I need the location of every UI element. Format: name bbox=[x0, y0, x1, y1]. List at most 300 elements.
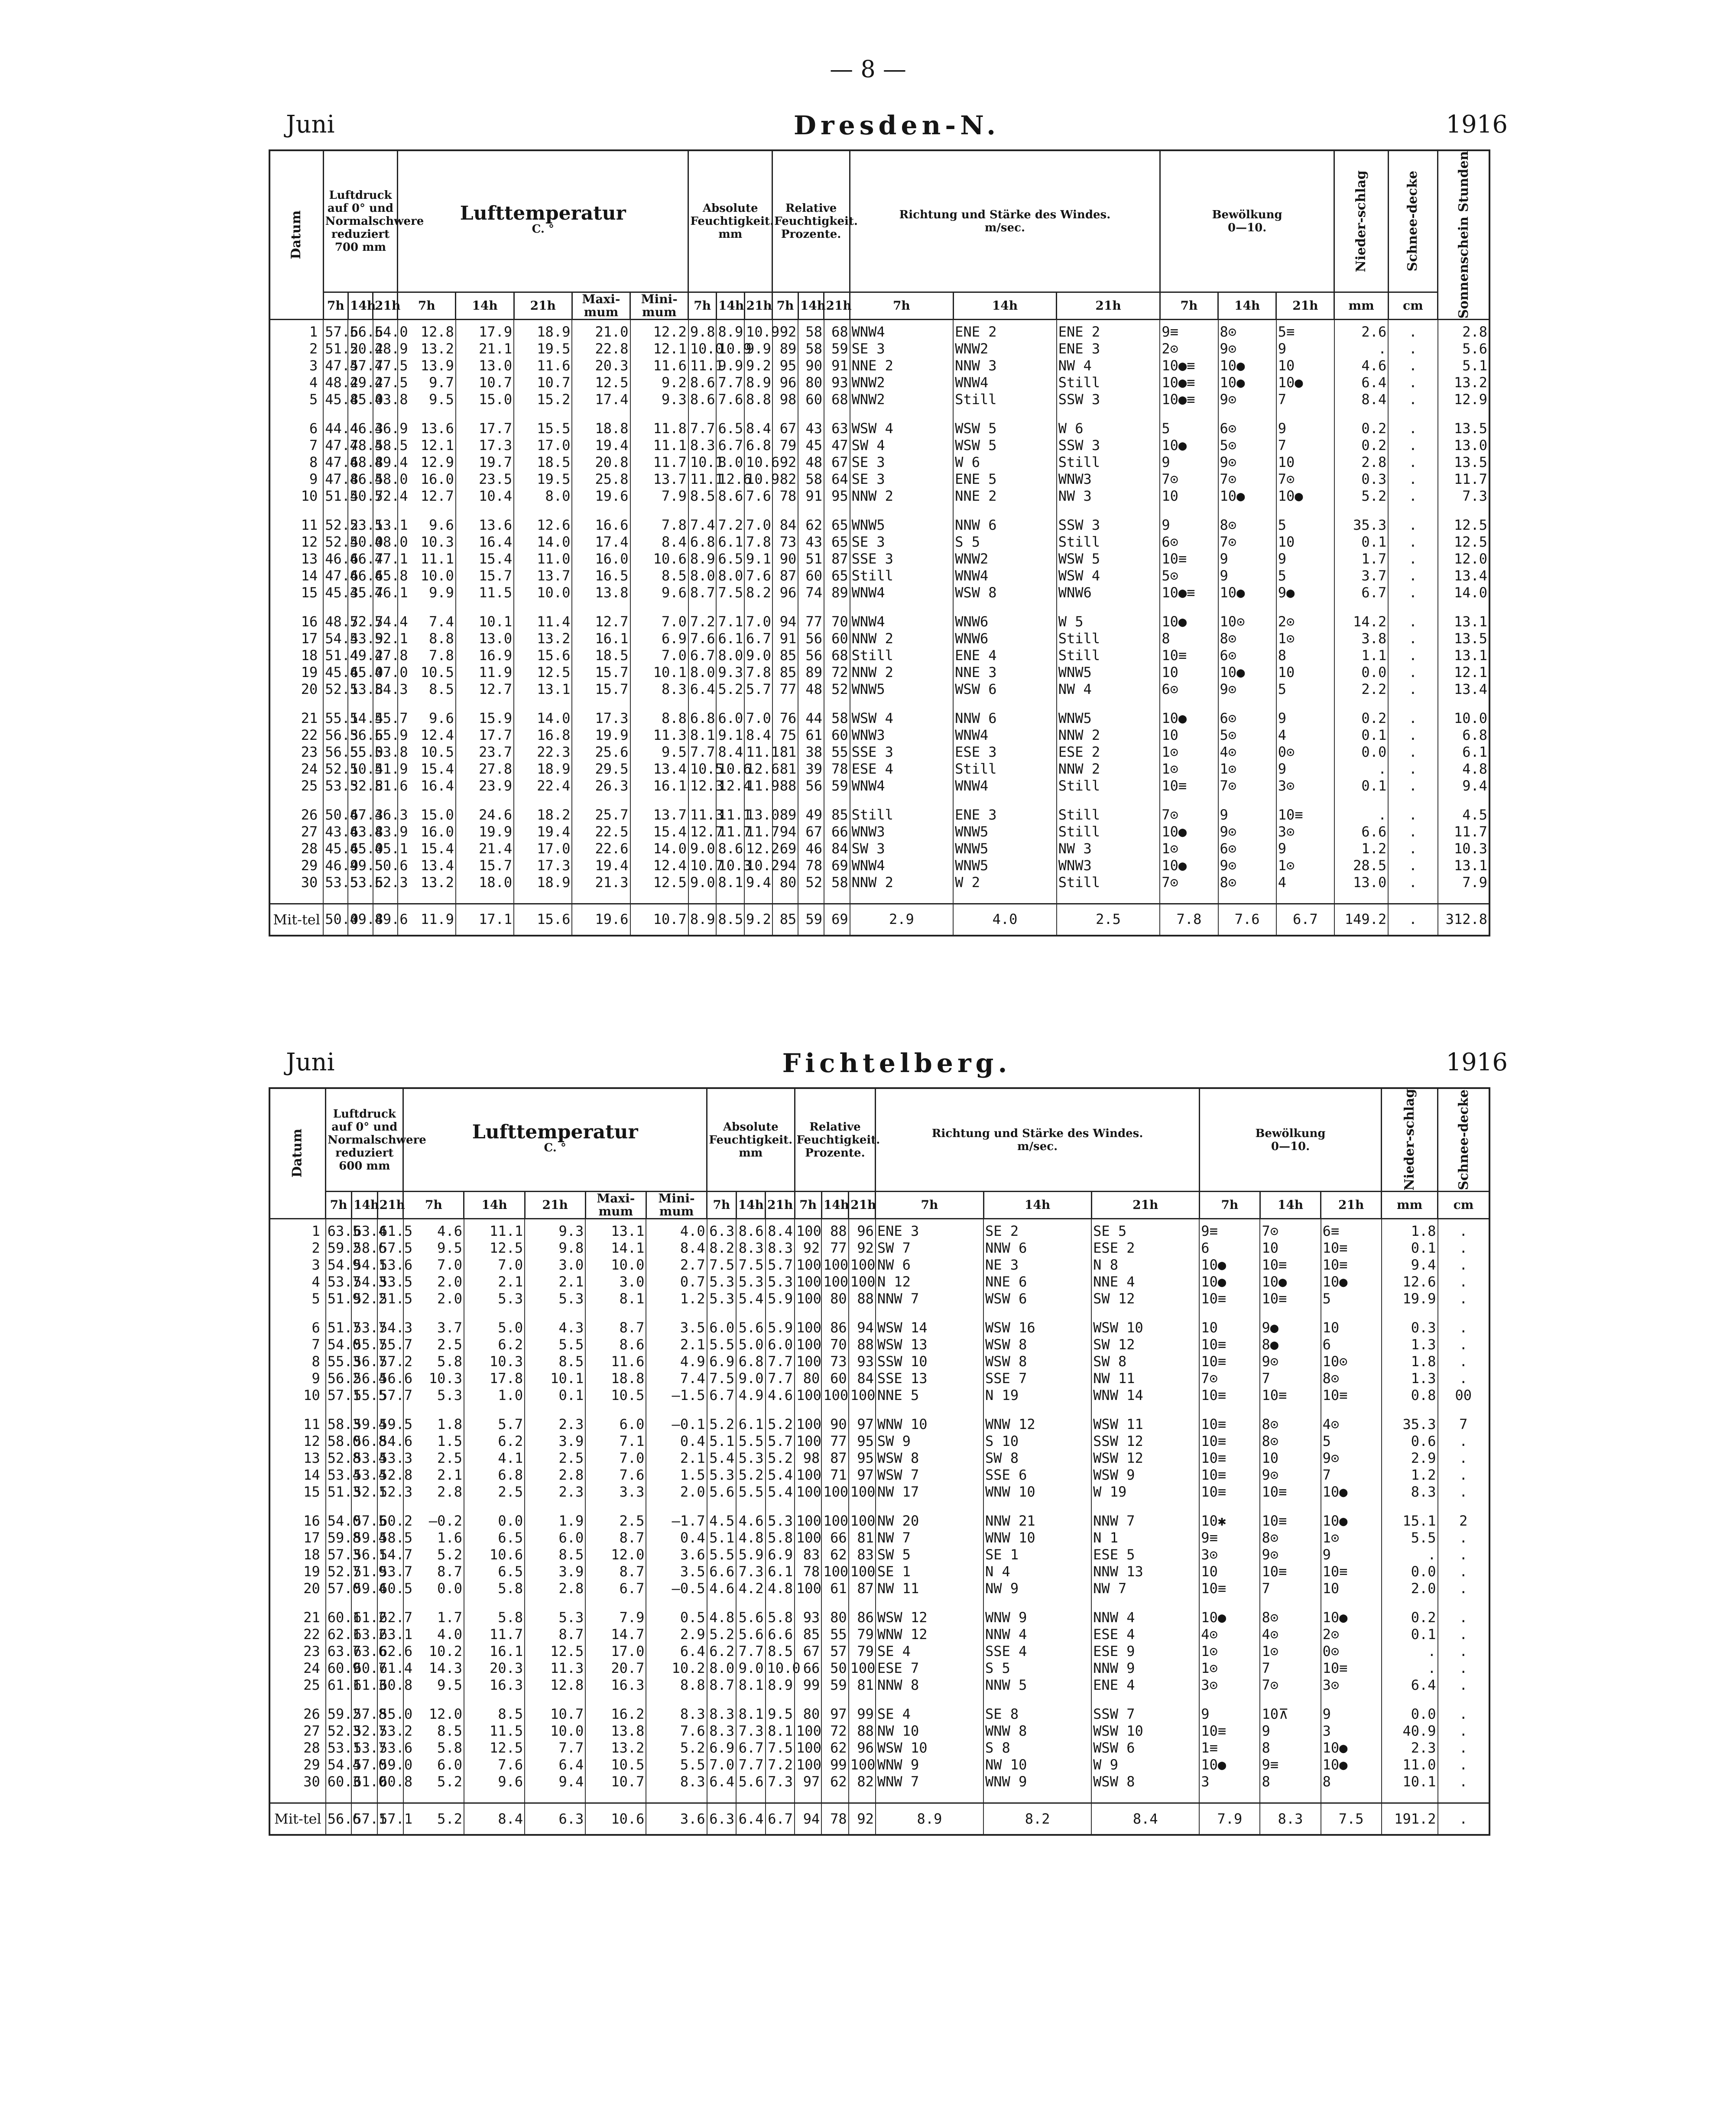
table-row bbox=[269, 630, 1489, 647]
cell: 13.6 bbox=[398, 420, 456, 437]
pressure-14h-header: 14h bbox=[348, 292, 373, 319]
cell: 61.3 bbox=[351, 1677, 377, 1694]
cell: ESE 9 bbox=[1091, 1643, 1199, 1660]
cell: 51.2 bbox=[323, 340, 348, 357]
cell: 5.3 bbox=[707, 1273, 736, 1290]
cell: 7.6 bbox=[744, 567, 772, 584]
cell: 5.8 bbox=[464, 1609, 525, 1626]
cell: 58 bbox=[824, 874, 850, 891]
cell: 53.8 bbox=[373, 744, 398, 761]
cell: 100 bbox=[821, 1257, 848, 1273]
cell: 9≡ bbox=[1260, 1756, 1321, 1773]
abs-humidity-unit: mm bbox=[739, 1146, 763, 1160]
cell: . bbox=[1438, 1336, 1490, 1353]
dresden-observation-table bbox=[269, 149, 1490, 936]
table-row bbox=[269, 1563, 1489, 1580]
cell: 0.0 bbox=[403, 1580, 464, 1597]
cell: 11.7 bbox=[1438, 823, 1489, 840]
cell: SSE 4 bbox=[983, 1643, 1091, 1660]
cell: 5.0 bbox=[464, 1319, 525, 1336]
cell: 9⊙ bbox=[1321, 1450, 1382, 1467]
cell: 96 bbox=[849, 1740, 876, 1756]
cell: 5.6 bbox=[1438, 340, 1489, 357]
cell: . bbox=[1388, 319, 1437, 340]
cell: 10● bbox=[1199, 1273, 1260, 1290]
cell: 1.7 bbox=[403, 1609, 464, 1626]
cell: 7.7 bbox=[688, 420, 717, 437]
cell: 9.6 bbox=[398, 710, 456, 727]
cell: SW 8 bbox=[1091, 1353, 1199, 1370]
cell: 5.2 bbox=[403, 1546, 464, 1563]
cell: 43 bbox=[798, 534, 824, 551]
cell: 95 bbox=[772, 357, 798, 374]
cell: 8.6 bbox=[688, 391, 717, 408]
cell: WSW 8 bbox=[983, 1336, 1091, 1353]
cell: 2.9 bbox=[646, 1626, 707, 1643]
cell: 12.6 bbox=[1382, 1273, 1438, 1290]
cell: 61.1 bbox=[326, 1677, 352, 1694]
cell: 8.9 bbox=[766, 1677, 795, 1694]
cell: 52.2 bbox=[351, 1290, 377, 1307]
cell: 56.1 bbox=[351, 1546, 377, 1563]
cell: 9⊙ bbox=[1260, 1353, 1321, 1370]
cell: . bbox=[1388, 420, 1437, 437]
cell: 0.0 bbox=[1334, 744, 1388, 761]
cell: WNW6 bbox=[953, 630, 1057, 647]
cell: 61.4 bbox=[377, 1660, 403, 1677]
cell: 8.1 bbox=[736, 1677, 765, 1694]
cell: 8.5 bbox=[766, 1643, 795, 1660]
cell: 95 bbox=[849, 1450, 876, 1467]
cell: 8.2 bbox=[707, 1240, 736, 1257]
cell: WNW5 bbox=[850, 681, 954, 698]
cell: . bbox=[1388, 857, 1437, 874]
cell: 7.5 bbox=[707, 1257, 736, 1273]
cell: S 5 bbox=[983, 1660, 1091, 1677]
cell: 7⊙ bbox=[1276, 471, 1334, 488]
cell: 46.1 bbox=[373, 584, 398, 601]
cell: 15.4 bbox=[398, 761, 456, 778]
cell: 13.0 bbox=[1334, 874, 1388, 891]
cell: 53.4 bbox=[326, 1467, 352, 1484]
cell: SSW 12 bbox=[1091, 1433, 1199, 1450]
cell: NW 11 bbox=[1091, 1370, 1199, 1387]
cell: 10 bbox=[1276, 454, 1334, 471]
cell: 5.5 bbox=[736, 1484, 765, 1500]
cell: 9⊙ bbox=[1260, 1546, 1321, 1563]
cell: 6.9 bbox=[766, 1546, 795, 1563]
cell: 83 bbox=[795, 1546, 821, 1563]
cell: 5.2 bbox=[716, 681, 744, 698]
cell: 45.7 bbox=[348, 584, 373, 601]
cell: 7.5 bbox=[716, 584, 744, 601]
cell: 63.5 bbox=[326, 1219, 352, 1240]
cell: 12.9 bbox=[398, 454, 456, 471]
cell: 9 bbox=[1218, 551, 1276, 567]
cell: 73 bbox=[821, 1353, 848, 1370]
cell: 8.3 bbox=[646, 1706, 707, 1723]
cell: WSW 6 bbox=[983, 1290, 1091, 1307]
cell: 9.5 bbox=[403, 1677, 464, 1694]
cell: 5⊙ bbox=[1160, 567, 1218, 584]
cell: 10.7 bbox=[514, 374, 572, 391]
cell: WNW4 bbox=[850, 857, 954, 874]
cell: WSW 10 bbox=[1091, 1723, 1199, 1740]
temp-min-header: Mini-mum bbox=[646, 1192, 707, 1219]
cell: WSW 7 bbox=[876, 1467, 983, 1484]
cell: 10 bbox=[269, 488, 323, 505]
cell: 10≡ bbox=[1199, 1290, 1260, 1307]
cell: 3.0 bbox=[585, 1273, 646, 1290]
cell: 46.9 bbox=[373, 420, 398, 437]
cell: . bbox=[1438, 1240, 1490, 1257]
cell: 48.7 bbox=[323, 613, 348, 630]
table-row bbox=[269, 727, 1489, 744]
abs-humidity-header bbox=[707, 1088, 795, 1192]
cell: NNW 2 bbox=[850, 664, 954, 681]
cell: 16.4 bbox=[456, 534, 514, 551]
cell: 14 bbox=[269, 567, 323, 584]
cell: 22.5 bbox=[572, 823, 630, 840]
cell: 13.2 bbox=[585, 1740, 646, 1756]
cell: 5.4 bbox=[766, 1467, 795, 1484]
cell: 25.8 bbox=[572, 471, 630, 488]
cell: 7 bbox=[1260, 1370, 1321, 1387]
cell: 8.7 bbox=[403, 1563, 464, 1580]
cell: 8⊙ bbox=[1260, 1433, 1321, 1450]
cell: 9.7 bbox=[398, 374, 456, 391]
cell: 54.7 bbox=[377, 1546, 403, 1563]
cell: 8.6 bbox=[716, 840, 744, 857]
cell: WNW4 bbox=[953, 727, 1057, 744]
cell: 6.0 bbox=[716, 710, 744, 727]
cell: ESE 2 bbox=[1057, 744, 1160, 761]
cell: 16.1 bbox=[630, 778, 688, 794]
cell: . bbox=[1438, 1546, 1490, 1563]
cell: 3.3 bbox=[585, 1484, 646, 1500]
cell: 11.0 bbox=[514, 551, 572, 567]
cell: 11.6 bbox=[630, 357, 688, 374]
cell: 6.0 bbox=[766, 1336, 795, 1353]
cell: 7.2 bbox=[688, 613, 717, 630]
cell: 18 bbox=[269, 647, 323, 664]
cell: 63.4 bbox=[351, 1219, 377, 1240]
cell: 13.2 bbox=[398, 340, 456, 357]
cell: 11.1 bbox=[688, 357, 717, 374]
cell: 60.1 bbox=[326, 1609, 352, 1626]
cell: 0.1 bbox=[1334, 727, 1388, 744]
cell: 12.8 bbox=[525, 1677, 585, 1694]
cell: SW 3 bbox=[850, 840, 954, 857]
cell: . bbox=[1438, 1484, 1490, 1500]
cell: 13.1 bbox=[1438, 857, 1489, 874]
cell: 100 bbox=[795, 1580, 821, 1597]
cell: 1 bbox=[269, 1219, 326, 1240]
observation-table bbox=[269, 149, 1490, 936]
cell: 83 bbox=[849, 1546, 876, 1563]
wind-unit: m/sec. bbox=[1017, 1140, 1058, 1153]
mean-cell: 8.9 bbox=[876, 1803, 983, 1835]
cell: Still bbox=[953, 761, 1057, 778]
cell: 10 bbox=[1321, 1319, 1382, 1336]
cell: SSE 3 bbox=[850, 744, 954, 761]
temp-7h-header: 7h bbox=[398, 292, 456, 319]
cell: 7.0 bbox=[403, 1257, 464, 1273]
cell: 35.3 bbox=[1382, 1416, 1438, 1433]
cell: . bbox=[1388, 727, 1437, 744]
cell: 7⊙ bbox=[1160, 807, 1218, 823]
cell: WNW 10 bbox=[983, 1484, 1091, 1500]
abs-humidity-title: Absolute Feuchtigkeit. bbox=[690, 201, 774, 228]
cell: 23.7 bbox=[456, 744, 514, 761]
cell: 84 bbox=[772, 517, 798, 534]
cell: 85 bbox=[795, 1626, 821, 1643]
cell: 51.4 bbox=[323, 647, 348, 664]
cell: 6.2 bbox=[464, 1433, 525, 1450]
cell: 8.5 bbox=[398, 681, 456, 698]
cell: 46.3 bbox=[348, 420, 373, 437]
cell: 54.4 bbox=[373, 613, 398, 630]
cell: 10● bbox=[1160, 857, 1218, 874]
cell: 0.2 bbox=[1334, 420, 1388, 437]
cell: ENE 3 bbox=[953, 807, 1057, 823]
cell: . bbox=[1438, 1433, 1490, 1450]
cell: 54.3 bbox=[373, 681, 398, 698]
cell: 5.5 bbox=[707, 1336, 736, 1353]
cell: 8.4 bbox=[646, 1240, 707, 1257]
cell: 10 bbox=[1276, 534, 1334, 551]
cell: 82 bbox=[772, 471, 798, 488]
cell: 52.4 bbox=[323, 534, 348, 551]
cell: 11.7 bbox=[716, 823, 744, 840]
wind-header bbox=[850, 150, 1160, 292]
cell: 5 bbox=[1321, 1433, 1382, 1450]
cell: 8⊙ bbox=[1218, 517, 1276, 534]
cell: 8.5 bbox=[525, 1546, 585, 1563]
temp-21h-header: 21h bbox=[525, 1192, 585, 1219]
cell: 45.8 bbox=[323, 391, 348, 408]
cell: . bbox=[1388, 613, 1437, 630]
cell: 4.3 bbox=[525, 1319, 585, 1336]
cell: 48.9 bbox=[373, 340, 398, 357]
cell: 6.1 bbox=[716, 630, 744, 647]
cell: 9 bbox=[1218, 807, 1276, 823]
cell: 9⊙ bbox=[1218, 857, 1276, 874]
cell: S 10 bbox=[983, 1433, 1091, 1450]
cell: 45.0 bbox=[348, 840, 373, 857]
mean-cell: 49.8 bbox=[348, 904, 373, 936]
cell: 6.1 bbox=[736, 1416, 765, 1433]
cell: NNW 6 bbox=[983, 1240, 1091, 1257]
cell: 100 bbox=[795, 1513, 821, 1529]
cell: 5.6 bbox=[707, 1484, 736, 1500]
temp-max-header: Maxi-mum bbox=[572, 292, 630, 319]
cell: 10●≡ bbox=[1160, 584, 1218, 601]
cell: 10 bbox=[1260, 1450, 1321, 1467]
cell: 20.8 bbox=[572, 454, 630, 471]
cell: 2.0 bbox=[1382, 1580, 1438, 1597]
cell: WNW4 bbox=[953, 567, 1057, 584]
mean-cell: 19.6 bbox=[572, 904, 630, 936]
cell: 100 bbox=[795, 1529, 821, 1546]
cell: 39 bbox=[798, 761, 824, 778]
cell: SE 3 bbox=[850, 340, 954, 357]
cell: 7⊙ bbox=[1218, 471, 1276, 488]
page-number: — 8 — bbox=[830, 55, 906, 83]
cell: 1.5 bbox=[646, 1467, 707, 1484]
cell: 52 bbox=[824, 681, 850, 698]
cell: . bbox=[1388, 517, 1437, 534]
wind-unit: m/sec. bbox=[984, 221, 1025, 234]
cell: 10.0 bbox=[1438, 710, 1489, 727]
cell: 4 bbox=[1276, 874, 1334, 891]
cell: 8.6 bbox=[688, 374, 717, 391]
cell: 53.5 bbox=[377, 1273, 403, 1290]
mean-cell: 15.6 bbox=[514, 904, 572, 936]
datum-header: Datum bbox=[269, 1088, 326, 1219]
cell: 26.3 bbox=[572, 778, 630, 794]
cell: 7⊙ bbox=[1260, 1219, 1321, 1240]
cell: 1.1 bbox=[1334, 647, 1388, 664]
cell: 9 bbox=[1321, 1546, 1382, 1563]
mean-cell: 7.5 bbox=[1321, 1803, 1382, 1835]
cell: 12.1 bbox=[1438, 664, 1489, 681]
cell: 6 bbox=[1199, 1240, 1260, 1257]
cell: 63.6 bbox=[351, 1643, 377, 1660]
dresden-station-name: Dresden-N. bbox=[793, 110, 1000, 141]
mean-cell: 69 bbox=[824, 904, 850, 936]
cell: 5 bbox=[1321, 1290, 1382, 1307]
mean-cell: 5.2 bbox=[403, 1803, 464, 1835]
cell: NNW 21 bbox=[983, 1513, 1091, 1529]
cell: W 9 bbox=[1091, 1756, 1199, 1773]
cell: 5.6 bbox=[736, 1609, 765, 1626]
cell: 9.8 bbox=[688, 319, 717, 340]
cell: 10 bbox=[1260, 1240, 1321, 1257]
cell: 0.0 bbox=[1334, 664, 1388, 681]
cell: 11.7 bbox=[1438, 471, 1489, 488]
cell: 100 bbox=[849, 1257, 876, 1273]
cell: 2.8 bbox=[1334, 454, 1388, 471]
mean-cell: 312.8 bbox=[1438, 904, 1489, 936]
table-row bbox=[269, 1370, 1489, 1387]
cell: 100 bbox=[795, 1290, 821, 1307]
cell: 48 bbox=[798, 454, 824, 471]
cell: 1⊙ bbox=[1260, 1643, 1321, 1660]
cell: 87 bbox=[772, 567, 798, 584]
cell: WNW6 bbox=[1057, 584, 1160, 601]
cell: 84 bbox=[849, 1370, 876, 1387]
pressure-header bbox=[326, 1088, 426, 1192]
cell: WNW 9 bbox=[983, 1609, 1091, 1626]
cell: 10≡ bbox=[1260, 1257, 1321, 1273]
cell: 9 bbox=[1160, 454, 1218, 471]
cell: 2.0 bbox=[646, 1484, 707, 1500]
cell: 52.7 bbox=[326, 1563, 352, 1580]
cell: NW 4 bbox=[1057, 681, 1160, 698]
cell: 56.7 bbox=[351, 1353, 377, 1370]
cell: 18.2 bbox=[514, 807, 572, 823]
cell: 10.5 bbox=[398, 744, 456, 761]
cloud-title: Bewölkung bbox=[1212, 208, 1282, 221]
cell: 100 bbox=[849, 1513, 876, 1529]
cell: 35.3 bbox=[1334, 517, 1388, 534]
cell: 12.5 bbox=[630, 874, 688, 891]
cell: 65 bbox=[824, 534, 850, 551]
cell: 12.6 bbox=[716, 471, 744, 488]
cell: 7.0 bbox=[585, 1450, 646, 1467]
cell: . bbox=[1388, 807, 1437, 823]
cell: 65 bbox=[824, 567, 850, 584]
cell: 6.7 bbox=[1334, 584, 1388, 601]
cell: 10≡ bbox=[1321, 1240, 1382, 1257]
cell: 8⊙ bbox=[1218, 319, 1276, 340]
table-row bbox=[269, 807, 1489, 823]
cell: NNW 2 bbox=[850, 630, 954, 647]
cell: 13.8 bbox=[585, 1723, 646, 1740]
cell: . bbox=[1438, 1626, 1490, 1643]
cell: 6.9 bbox=[630, 630, 688, 647]
cell: 2 bbox=[269, 1240, 326, 1257]
cell: 17.9 bbox=[456, 319, 514, 340]
mean-cell: 8.9 bbox=[688, 904, 717, 936]
cell: SE 2 bbox=[983, 1219, 1091, 1240]
cell: 90 bbox=[821, 1416, 848, 1433]
cell: 5.2 bbox=[766, 1450, 795, 1467]
cell: 8.7 bbox=[585, 1319, 646, 1336]
cell: 77 bbox=[772, 681, 798, 698]
cell: 5 bbox=[269, 391, 323, 408]
wind-21h-header: 21h bbox=[1057, 292, 1160, 319]
cell: 56.5 bbox=[323, 744, 348, 761]
cell: 13 bbox=[269, 1450, 326, 1467]
cell: 21 bbox=[269, 1609, 326, 1626]
cell: 55.0 bbox=[377, 1706, 403, 1723]
cell: 47.8 bbox=[323, 471, 348, 488]
cell: 9 bbox=[1276, 420, 1334, 437]
cell: 7.7 bbox=[688, 744, 717, 761]
cell: ENE 4 bbox=[953, 647, 1057, 664]
cell: 15.2 bbox=[514, 391, 572, 408]
cell: 8.0 bbox=[716, 454, 744, 471]
cell: 13.1 bbox=[514, 681, 572, 698]
cell: 16.8 bbox=[514, 727, 572, 744]
cell: 13.6 bbox=[456, 517, 514, 534]
cell: 20.3 bbox=[572, 357, 630, 374]
cell: 68 bbox=[824, 319, 850, 340]
cell: 5.4 bbox=[766, 1484, 795, 1500]
cell: 4.8 bbox=[766, 1580, 795, 1597]
cell: . bbox=[1438, 1706, 1490, 1723]
cell: WNW3 bbox=[850, 727, 954, 744]
cell: 43.6 bbox=[323, 823, 348, 840]
cell: SW 8 bbox=[983, 1450, 1091, 1467]
cell: WNW2 bbox=[850, 391, 954, 408]
cell: 56 bbox=[798, 630, 824, 647]
cell: 8.1 bbox=[688, 727, 717, 744]
cell: 10≡ bbox=[1321, 1563, 1382, 1580]
cell: . bbox=[1388, 357, 1437, 374]
cell: 5⊙ bbox=[1218, 437, 1276, 454]
cell: 7⊙ bbox=[1218, 534, 1276, 551]
cell: 8⊙ bbox=[1218, 630, 1276, 647]
cell: 54.9 bbox=[326, 1257, 352, 1273]
cell: 63.2 bbox=[351, 1626, 377, 1643]
table-row bbox=[269, 1467, 1489, 1484]
cell: 7.5 bbox=[766, 1740, 795, 1756]
cell: 2.1 bbox=[646, 1336, 707, 1353]
cell: 4 bbox=[269, 374, 323, 391]
